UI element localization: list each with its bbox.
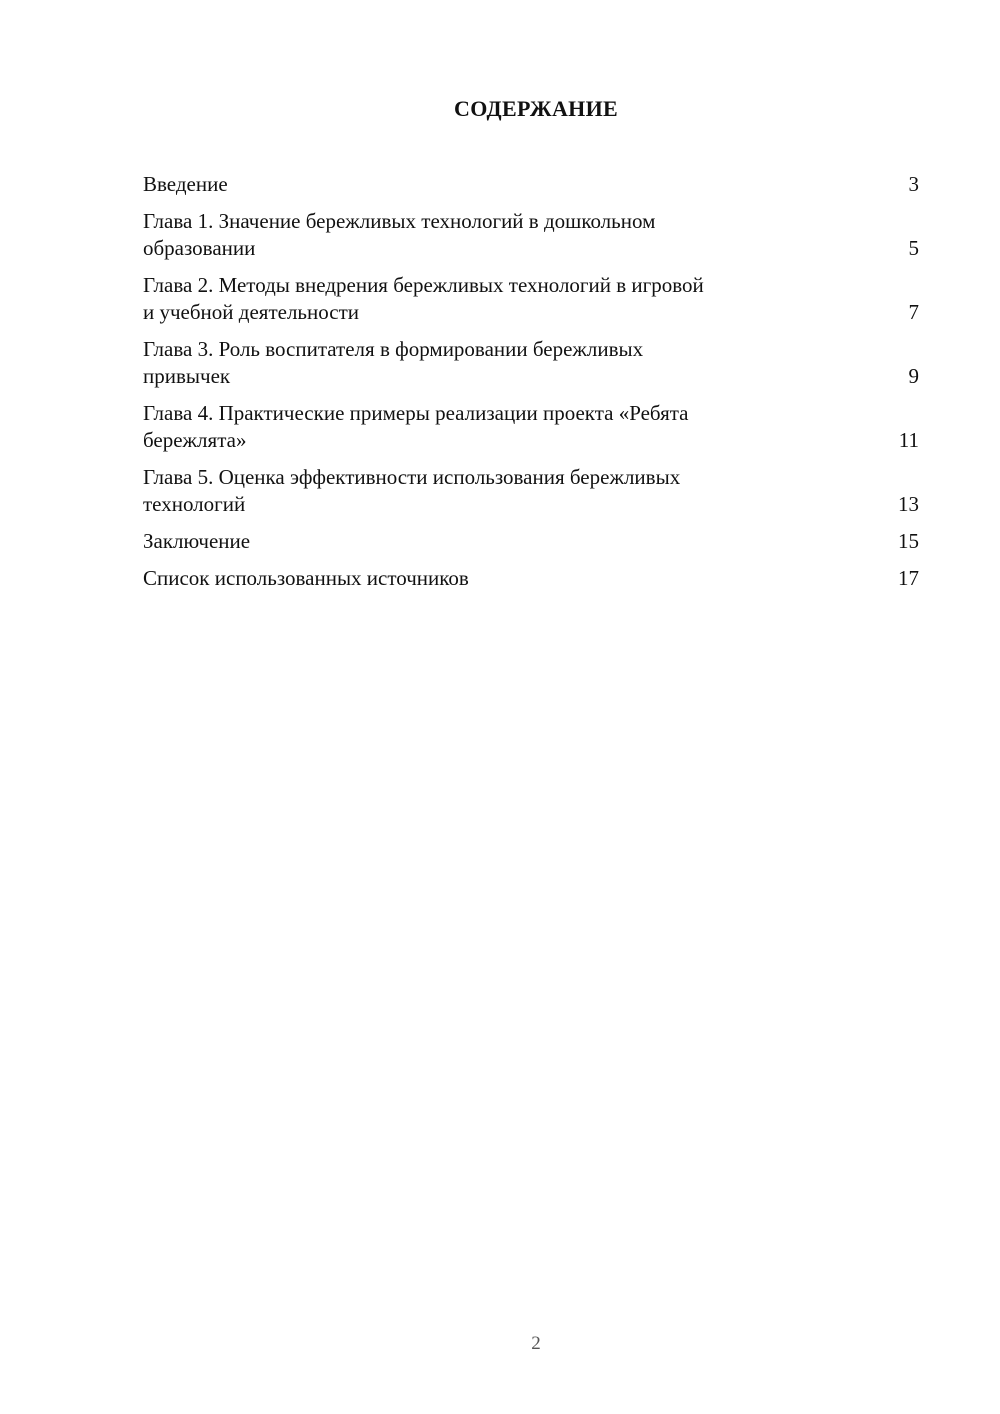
toc-entry-label: Список использованных источников: [143, 566, 469, 590]
toc-entry-label: Глава 5. Оценка эффективности использования бережливых технологий: [143, 465, 681, 516]
toc-entry-chapter-3: [143, 336, 919, 390]
toc-entry-page: 11: [898, 428, 919, 452]
toc-entry-label: Заключение: [143, 529, 251, 553]
toc-entry-label: Введение: [143, 172, 228, 196]
page-number: 2: [531, 1333, 541, 1354]
toc-entry-label: Глава 2. Методы внедрения бережливых технологий в игровой и учебной деятельности: [143, 273, 704, 324]
toc-entry-chapter-1: [143, 208, 919, 262]
toc-entry-page: 7: [908, 300, 919, 324]
toc-entry-page: 3: [908, 172, 919, 196]
toc-entry-page: 13: [898, 492, 919, 516]
toc-entry-conclusion: [143, 528, 919, 555]
toc-entry-label: Глава 1. Значение бережливых технологий в дошкольном образовании: [143, 209, 656, 260]
toc-entry-introduction: [143, 171, 919, 198]
toc-entry-chapter-2: [143, 272, 919, 326]
toc-entry-page: 5: [908, 236, 919, 260]
toc-entry-label: Глава 3. Роль воспитателя в формировании бережливых привычек: [143, 337, 644, 388]
table-of-contents: [143, 171, 919, 602]
toc-entry-chapter-5: [143, 464, 919, 518]
toc-entry-references: [143, 565, 919, 592]
toc-entry-page: 17: [898, 566, 919, 590]
toc-entry-page: 9: [908, 364, 919, 388]
toc-entry-page: 15: [898, 529, 919, 553]
page-title: СОДЕРЖАНИЕ: [454, 96, 618, 121]
toc-entry-label: Глава 4. Практические примеры реализации проекта «Ребята бережлята»: [143, 401, 689, 452]
toc-entry-chapter-4: [143, 400, 919, 454]
